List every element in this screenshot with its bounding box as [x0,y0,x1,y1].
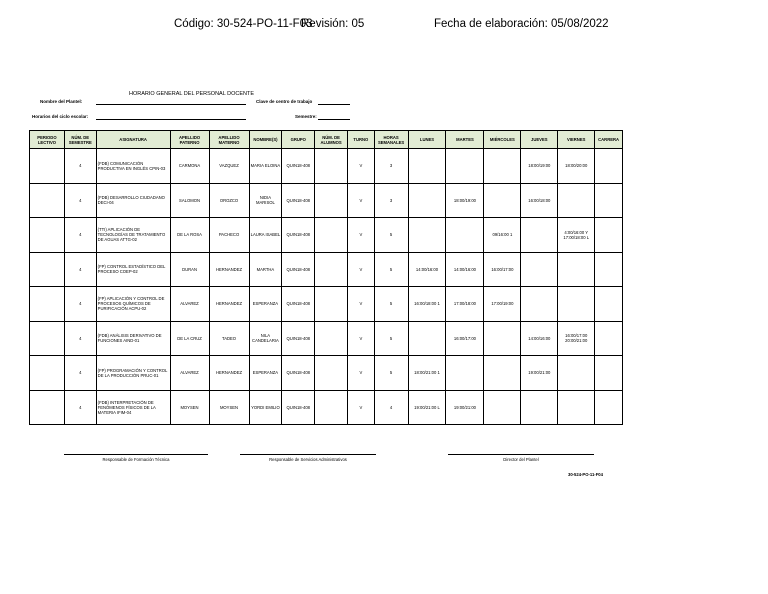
table-cell: HERNANDEZ [209,287,249,322]
table-cell: QUIN18-408 [282,183,315,218]
table-cell: 18:00/19:00 [521,149,558,184]
table-cell [30,390,65,425]
table-header-row [30,131,623,149]
table-cell [408,218,446,253]
table-cell: MARTHA [249,252,282,287]
signature-line-tecnica [64,454,208,455]
table-cell [30,287,65,322]
table-cell: 5 [374,252,408,287]
table-cell [595,390,623,425]
table-cell: V [348,149,375,184]
table-row [30,183,623,218]
table-cell: 14:00/16:00 [521,321,558,356]
column-header: CARRERA [595,131,623,149]
table-cell: (TTI) APLICACIÓN DE TECNOLOGÍAS DE TRATAMIENTO DE AGUAS ATTG-02 [96,218,170,253]
table-cell: 3 [374,183,408,218]
table-cell: TADEO [209,321,249,356]
column-header: TURNO [348,131,375,149]
column-header: APELLIDO MATERNO [209,131,249,149]
table-cell [315,252,348,287]
table-cell: QUIN18-408 [282,252,315,287]
table-cell [595,287,623,322]
plantel-field-line [96,104,246,105]
table-cell: YORDI EMILIO [249,390,282,425]
schedule-table [29,130,623,425]
table-cell: V [348,218,375,253]
table-cell: QUIN18-408 [282,321,315,356]
table-cell: V [348,183,375,218]
ciclo-field-line [96,119,246,120]
table-cell [558,183,595,218]
revision: Revisión: 05 [301,18,365,30]
table-cell [315,218,348,253]
table-cell: 17:00/18:00 [446,287,484,322]
table-cell: 4 [64,356,96,391]
table-cell [558,287,595,322]
column-header: NOMBRE(S) [249,131,282,149]
table-cell: DE LA ROSA [170,218,209,253]
footer-code: 30-524-PO-11-F04 [568,472,603,477]
table-cell [315,321,348,356]
table-cell [484,183,521,218]
elaboration-date: Fecha de elaboración: 05/08/2022 [434,18,609,30]
table-cell: QUIN18-408 [282,390,315,425]
table-cell: MARIA ELOINA [249,149,282,184]
plantel-label: Nombre del Plantel: [40,99,83,104]
table-cell [558,390,595,425]
table-cell: 5 [374,287,408,322]
table-cell: SALOMON [170,183,209,218]
table-cell: QUIN18-408 [282,287,315,322]
table-cell [446,149,484,184]
table-cell [521,390,558,425]
table-cell: DE LA CRUZ [170,321,209,356]
table-cell [595,252,623,287]
table-cell: V [348,321,375,356]
semestre-label: Semestre: [295,114,317,119]
column-header: VIERNES [558,131,595,149]
form-title: HORARIO GENERAL DEL PERSONAL DOCENTE [129,91,254,97]
table-cell [30,321,65,356]
table-cell [315,356,348,391]
table-cell: 4 [64,390,96,425]
table-cell: ESPERANZA [249,356,282,391]
column-header: NÚM. DE SEMESTRE [64,131,96,149]
table-cell: 5 [374,356,408,391]
table-cell: QUIN18-408 [282,218,315,253]
table-cell: MOYSEN [170,390,209,425]
table-cell: 09/16:00 1 [484,218,521,253]
column-header: HORAS SEMANALES [374,131,408,149]
table-cell: V [348,356,375,391]
table-cell: 4 [374,390,408,425]
table-cell: 16:00/17:00 [446,321,484,356]
table-cell: QUIN18-408 [282,149,315,184]
table-cell: NILA CANDELARIA [249,321,282,356]
table-cell: 17:00/19:00 [484,287,521,322]
table-cell [595,356,623,391]
table-row [30,321,623,356]
table-cell [30,149,65,184]
table-cell: 4 [64,321,96,356]
column-header: MIÉRCOLES [484,131,521,149]
table-cell: 4 [64,252,96,287]
table-cell [446,356,484,391]
table-cell: 18:00/21:00 1 [408,356,446,391]
table-cell: V [348,287,375,322]
table-cell: 19:00/21:00 L [408,390,446,425]
signature-label-director: Director del Plantel [503,457,539,462]
table-cell: (FP) CONTROL ESTADÍSTICO DEL PROCESO COEP-02 [96,252,170,287]
table-cell: QUIN18-408 [282,356,315,391]
table-cell [30,356,65,391]
column-header: PERIODO LECTIVO [30,131,65,149]
table-cell: ESPERANZA [249,287,282,322]
table-cell: LAURA ISABEL [249,218,282,253]
clave-label: Clave de centro de trabajo [256,99,313,104]
column-header: APELLIDO PATERNO [170,131,209,149]
table-cell [595,218,623,253]
table-cell [408,183,446,218]
column-header: MARTES [446,131,484,149]
table-cell [408,149,446,184]
table-cell: HERNANDEZ [209,252,249,287]
table-cell [484,149,521,184]
table-cell: (FDB) COMUNICACIÓN PRODUCTIVA EN INGLÉS CPIN-03 [96,149,170,184]
table-body [30,149,623,425]
table-cell: (FDB) INTERPRETACIÓN DE FENÓMENOS FÍSICOS DE LA MATERIA IFIM-04 [96,390,170,425]
table-row [30,287,623,322]
table-cell [315,183,348,218]
table-cell: 16:00/17:00 20:00/21:00 [558,321,595,356]
table-cell [315,149,348,184]
column-header: GRUPO [282,131,315,149]
table-cell: VAZQUEZ [209,149,249,184]
table-cell [446,218,484,253]
table-cell: 16:00/17:00 [484,252,521,287]
table-cell: 18:00/19:00 [446,183,484,218]
signature-label-tecnica: Responsable de Formación Técnica [102,457,170,462]
table-cell [484,356,521,391]
table-cell [521,252,558,287]
table-cell [558,356,595,391]
signature-line-admin [240,454,376,455]
table-cell [30,252,65,287]
document-code: Código: 30-524-PO-11-F03 [174,18,313,30]
table-cell: 16:00/18:00 [521,183,558,218]
table-cell [595,321,623,356]
table-cell: 4:00/16:00 Y 17:00/18:00 L [558,218,595,253]
table-row [30,252,623,287]
table-cell [30,183,65,218]
table-cell: (FDB) DESARROLLO CIUDADANO DECI-04 [96,183,170,218]
table-cell: (FP) APLICACIÓN Y CONTROL DE PROCESOS QUÍMICOS DE PURIFICACIÓN ACPU-02 [96,287,170,322]
table-cell: DURAN [170,252,209,287]
table-cell [595,183,623,218]
table-cell: ALVAREZ [170,287,209,322]
table-cell: MOYSEN [209,390,249,425]
column-header: LUNES [408,131,446,149]
table-row [30,218,623,253]
table-cell [521,218,558,253]
table-cell [558,252,595,287]
table-row [30,356,623,391]
table-cell [408,321,446,356]
table-cell: 14:00/16:00 [446,252,484,287]
semestre-field-line [318,119,350,120]
table-cell: V [348,252,375,287]
table-cell: 4 [64,183,96,218]
table-cell: OROZCO [209,183,249,218]
table-cell: HERNANDEZ [209,356,249,391]
table-cell: PACHECO [209,218,249,253]
table-cell: 18:00/20:00 [558,149,595,184]
table-cell: V [348,390,375,425]
table-cell: 4 [64,287,96,322]
table-cell: (FP) PROGRAMACIÓN Y CONTROL DE LA PRODUCCIÓN PRUC-01 [96,356,170,391]
table-cell [484,321,521,356]
table-row [30,149,623,184]
column-header: ASIGNATURA [96,131,170,149]
signature-label-admin: Responsable de Servicios Administrativos [269,457,347,462]
table-cell: 4 [64,218,96,253]
clave-field-line [318,104,350,105]
table-row [30,390,623,425]
table-cell: 16:00/18:00 1 [408,287,446,322]
table-cell: 19:00/21:00 [521,356,558,391]
table-cell: 14:00/16:00 [408,252,446,287]
signature-line-director [448,454,594,455]
column-header: JUEVES [521,131,558,149]
column-header: NÚM. DE ALUMNOS [315,131,348,149]
table-cell: NIDIA MARISOL [249,183,282,218]
table-cell: CARMONA [170,149,209,184]
table-cell [484,390,521,425]
table-cell [30,218,65,253]
table-cell: 5 [374,321,408,356]
table-cell: ALVAREZ [170,356,209,391]
table-cell [315,390,348,425]
ciclo-label: Horarios del ciclo escolar: [32,114,89,119]
table-cell: 3 [374,149,408,184]
table-cell: 19:00/21:00 [446,390,484,425]
table-cell [595,149,623,184]
table-cell: 5 [374,218,408,253]
table-cell [315,287,348,322]
table-cell [521,287,558,322]
table-cell: 4 [64,149,96,184]
table-cell: (FDB) ANÁLISIS DERIVATIVO DE FUNCIONES AIND-01 [96,321,170,356]
